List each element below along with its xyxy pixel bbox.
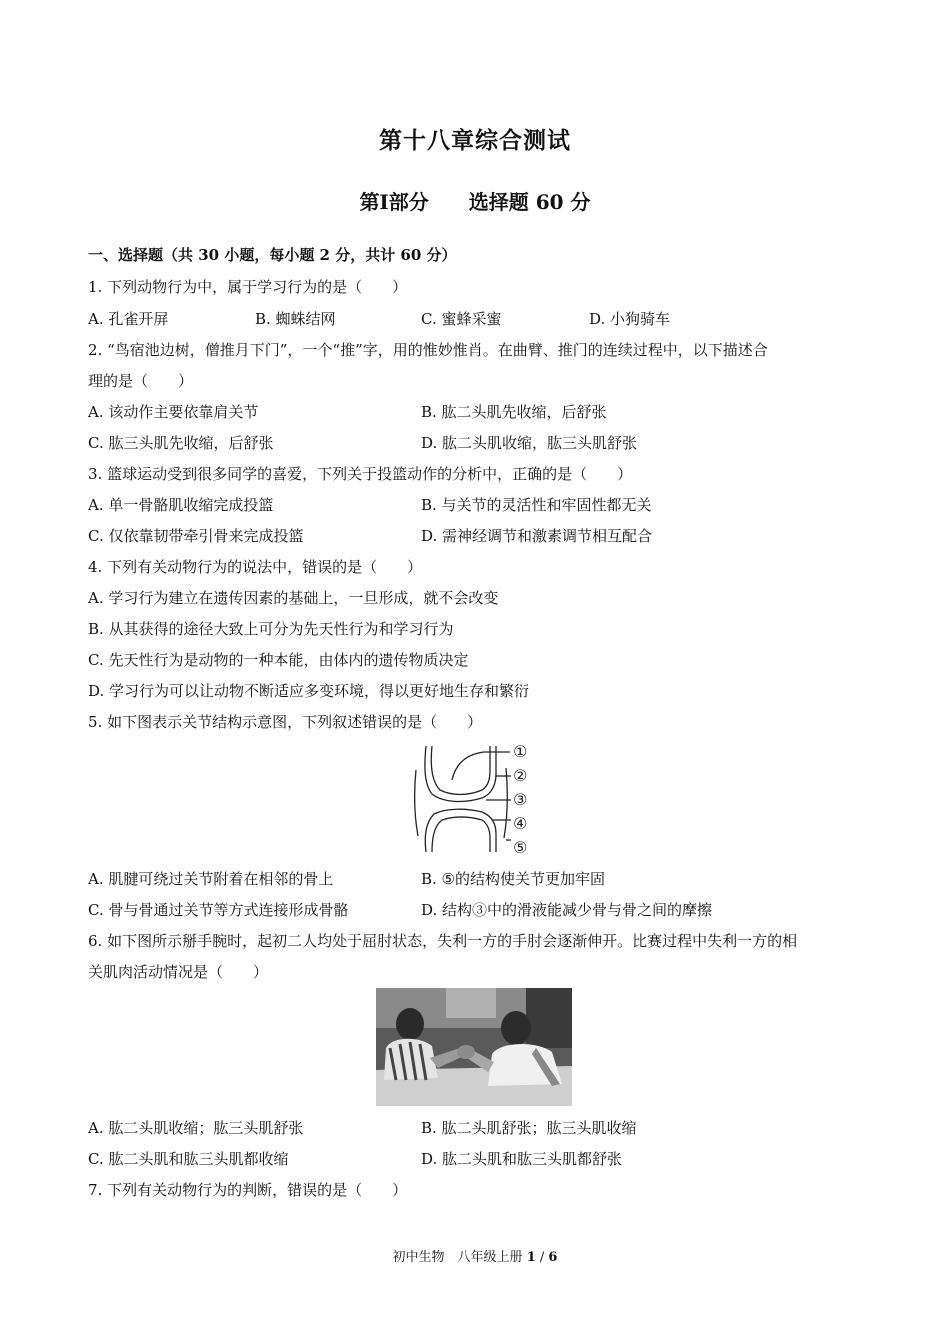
joint-label-5: ⑤ (513, 838, 528, 857)
footer-text: 初中生物 八年级上册 (392, 1250, 523, 1265)
joint-label-4: ④ (513, 814, 528, 833)
q3-option-b: B. 与关节的灵活性和牢固性都无关 (421, 496, 652, 514)
q1-option-d: D. 小狗骑车 (589, 310, 671, 328)
section-heading: 一、选择题（共 30 小题，每小题 2 分，共计 60 分） (88, 246, 457, 264)
page-title: 第十八章综合测试 (379, 127, 571, 154)
arm-wrestling-photo (376, 988, 572, 1106)
q6-stem-line2: 关肌肉活动情况是（ ） (88, 963, 269, 981)
part-heading: 第Ⅰ部分 选择题 60 分 (359, 190, 591, 214)
page-footer (0, 1246, 950, 1265)
q1-option-b: B. 蜘蛛结网 (255, 310, 336, 328)
q4-option-b: B. 从其获得的途径大致上可分为先天性行为和学习行为 (88, 620, 454, 638)
q3-option-d: D. 需神经调节和激素调节相互配合 (421, 527, 653, 545)
q4-option-c: C. 先天性行为是动物的一种本能，由体内的遗传物质决定 (88, 651, 469, 669)
q6-option-d: D. 肱二头肌和肱三头肌都舒张 (421, 1150, 623, 1168)
q5-option-d: D. 结构③中的滑液能减少骨与骨之间的摩擦 (421, 901, 713, 919)
q1-option-a: A. 孔雀开屏 (88, 310, 169, 328)
joint-label-3: ③ (513, 790, 528, 809)
q2-stem-line1: 2. “鸟宿池边树，僧推月下门”，一个“推”字，用的惟妙惟肖。在曲臂、推门的连续过程中，以下描述合 (88, 341, 768, 359)
q5-option-b: B. ⑤的结构使关节更加牢固 (421, 870, 606, 888)
footer-separator: / (539, 1250, 545, 1265)
q4-option-d: D. 学习行为可以让动物不断适应多变环境，得以更好地生存和繁衍 (88, 682, 530, 700)
q5-option-c: C. 骨与骨通过关节等方式连接形成骨骼 (88, 901, 349, 919)
q6-option-c: C. 肱二头肌和肱三头肌都收缩 (88, 1150, 289, 1168)
q2-stem-line2: 理的是（ ） (88, 372, 194, 390)
joint-structure-diagram (412, 740, 536, 858)
q1-option-c: C. 蜜蜂采蜜 (421, 310, 502, 328)
q2-option-a: A. 该动作主要依靠肩关节 (88, 403, 259, 421)
q3-option-c: C. 仅依靠韧带牵引骨来完成投篮 (88, 527, 304, 545)
q2-option-d: D. 肱二头肌收缩，肱三头肌舒张 (421, 434, 638, 452)
q1-stem: 1. 下列动物行为中，属于学习行为的是（ ） (88, 278, 408, 296)
q4-option-a: A. 学习行为建立在遗传因素的基础上，一旦形成，就不会改变 (88, 589, 499, 607)
q3-option-a: A. 单一骨骼肌收缩完成投篮 (88, 496, 274, 514)
q7-stem: 7. 下列有关动物行为的判断，错误的是（ ） (88, 1181, 408, 1199)
q5-stem: 5. 如下图表示关节结构示意图，下列叙述错误的是（ ） (88, 713, 483, 731)
joint-label-2: ② (513, 766, 528, 785)
q2-option-b: B. 肱二头肌先收缩，后舒张 (421, 403, 607, 421)
q3-stem: 3. 篮球运动受到很多同学的喜爱，下列关于投篮动作的分析中，正确的是（ ） (88, 465, 633, 483)
q6-stem-line1: 6. 如下图所示掰手腕时，起初二人均处于屈肘状态，失利一方的手肘会逐渐伸开。比赛过程中失利一方的相 (88, 932, 798, 950)
q6-option-b: B. 肱二头肌舒张；肱三头肌收缩 (421, 1119, 637, 1137)
footer-page-total: 6 (548, 1250, 558, 1265)
q4-stem: 4. 下列有关动物行为的说法中，错误的是（ ） (88, 558, 423, 576)
footer-page-number: 1 (526, 1250, 536, 1265)
q5-option-a: A. 肌腱可绕过关节附着在相邻的骨上 (88, 870, 334, 888)
joint-label-1: ① (513, 742, 528, 761)
q6-option-a: A. 肱二头肌收缩；肱三头肌舒张 (88, 1119, 304, 1137)
q2-option-c: C. 肱三头肌先收缩，后舒张 (88, 434, 274, 452)
